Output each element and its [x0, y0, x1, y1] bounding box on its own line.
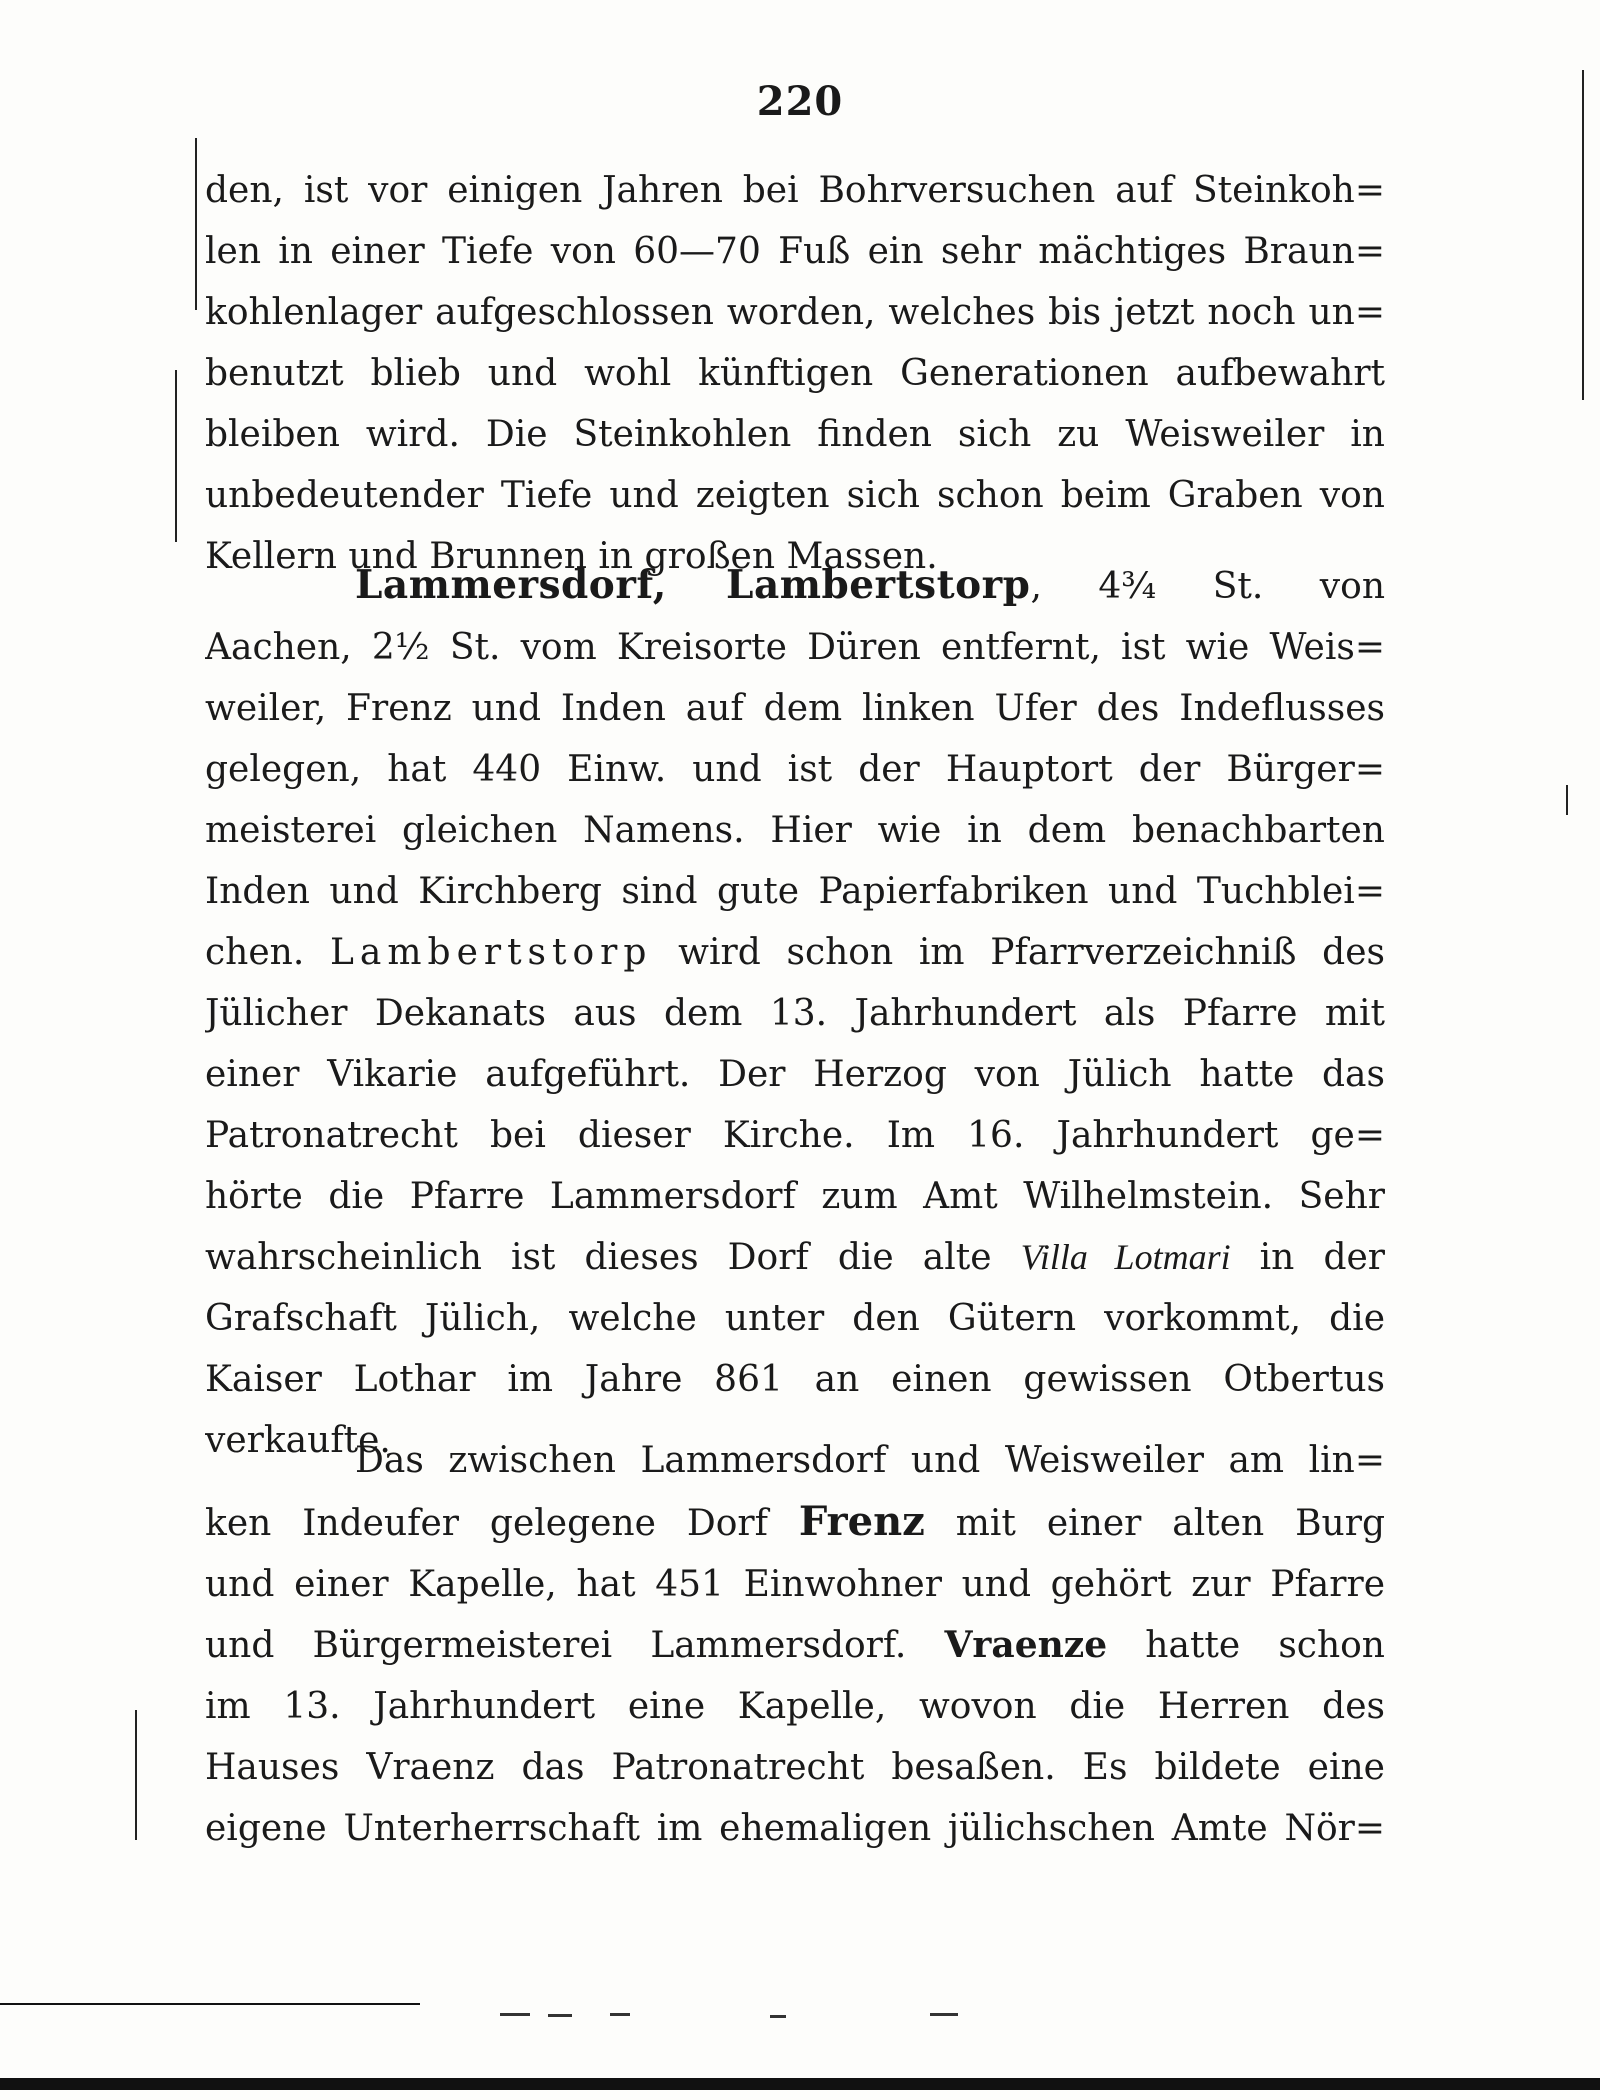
text-line: den, ist vor einigen Jahren bei Bohrversuchen auf Steinkoh= — [205, 170, 1385, 211]
text-fragment: mit einer alten Burg — [955, 1503, 1385, 1544]
text-line: hörte die Pfarre Lammersdorf zum Amt Wilhelmstein. Sehr — [205, 1176, 1385, 1217]
text-line: meisterei gleichen Namens. Hier wie in dem benachbarten — [205, 810, 1385, 851]
text-line: Inden und Kirchberg sind gute Papierfabriken und Tuchblei= — [205, 871, 1385, 912]
text-fragment: ken Indeufer gelegene Dorf — [205, 1503, 768, 1544]
text-line: eigene Unterherrschaft im ehemaligen jülichschen Amte Nör= — [205, 1808, 1385, 1849]
text-fragment: wahrscheinlich ist dieses Dorf die alte — [205, 1237, 992, 1278]
text-line: kohlenlager aufgeschlossen worden, welches bis jetzt noch un= — [205, 292, 1385, 333]
text-fragment: in der — [1259, 1237, 1385, 1278]
text-line: Aachen, 2½ St. vom Kreisorte Düren entfernt, ist wie Weis= — [205, 627, 1385, 668]
scan-artifact-dash — [770, 2015, 786, 2018]
text-line: Grafschaft Jülich, welche unter den Gütern vorkommt, die — [205, 1298, 1385, 1339]
scan-artifact-dash — [930, 2013, 958, 2016]
text-line: len in einer Tiefe von 60—70 Fuß ein sehr mächtiges Braun= — [205, 231, 1385, 272]
text-line-mixed — [205, 1491, 1385, 1554]
text-fragment: und Bürgermeisterei Lammersdorf. — [205, 1625, 907, 1666]
text-line: Jülicher Dekanats aus dem 13. Jahrhundert als Pfarre mit — [205, 993, 1385, 1034]
text-line: Kaiser Lothar im Jahre 861 an einen gewissen Otbertus — [205, 1359, 1385, 1400]
scan-artifact-dash — [500, 2013, 530, 2016]
page-number: 220 — [756, 78, 844, 125]
text-line: einer Vikarie aufgeführt. Der Herzog von Jülich hatte das — [205, 1054, 1385, 1095]
scan-border-thick — [0, 2078, 1600, 2090]
place-name-bold: Frenz — [798, 1498, 925, 1545]
text-line: gelegen, hat 440 Einw. und ist der Hauptort der Bürger= — [205, 749, 1385, 790]
text-fragment: hatte schon — [1145, 1625, 1385, 1666]
paragraph-3 — [205, 1430, 1385, 1859]
margin-mark-right-edge — [1582, 70, 1584, 400]
old-name-bold: Vraenze — [944, 1624, 1108, 1666]
scan-border-thin — [0, 2003, 420, 2005]
text-line: Das zwischen Lammersdorf und Weisweiler am lin= — [355, 1440, 1385, 1481]
text-line-mixed — [205, 1227, 1385, 1288]
text-line: verkaufte. — [205, 1420, 391, 1461]
entry-heading: Lammersdorf, Lambertstorp — [355, 562, 1031, 608]
scan-artifact-dash — [548, 2014, 572, 2017]
entry-heading-line — [205, 555, 1385, 617]
spaced-name: Lambertstorp — [330, 932, 653, 973]
text-line: und einer Kapelle, hat 451 Einwohner und gehört zur Pfarre — [205, 1564, 1385, 1605]
paragraph-1 — [205, 160, 1385, 587]
scan-artifact-dash — [610, 2013, 630, 2016]
text-line: benutzt blieb und wohl künftigen Generationen aufbewahrt — [205, 353, 1385, 394]
text-fragment: , 4¾ St. von — [1030, 566, 1385, 607]
latin-name: Villa Lotmari — [1020, 1237, 1231, 1277]
text-line-mixed — [205, 1615, 1385, 1676]
text-line: Patronatrecht bei dieser Kirche. Im 16. Jahrhundert ge= — [205, 1115, 1385, 1156]
text-line: bleiben wird. Die Steinkohlen finden sich zu Weisweiler in — [205, 414, 1385, 455]
margin-mark-bottom — [135, 1710, 137, 1840]
text-line: Kellern und Brunnen in großen Massen. — [205, 536, 938, 577]
text-line: Hauses Vraenz das Patronatrecht besaßen. Es bildete eine — [205, 1747, 1385, 1788]
margin-mark-top — [195, 138, 197, 310]
text-fragment: chen. — [205, 932, 305, 973]
paragraph-2 — [205, 555, 1385, 1471]
text-line: weiler, Frenz und Inden auf dem linken Ufer des Indeflusses — [205, 688, 1385, 729]
text-line: unbedeutender Tiefe und zeigten sich schon beim Graben von — [205, 475, 1385, 516]
text-line: im 13. Jahrhundert eine Kapelle, wovon die Herren des — [205, 1686, 1385, 1727]
text-line-mixed — [205, 922, 1385, 983]
margin-mark-right-small — [1566, 785, 1568, 815]
text-fragment: wird schon im Pfarrverzeichniß des — [678, 932, 1385, 973]
margin-mark-middle — [175, 370, 177, 542]
